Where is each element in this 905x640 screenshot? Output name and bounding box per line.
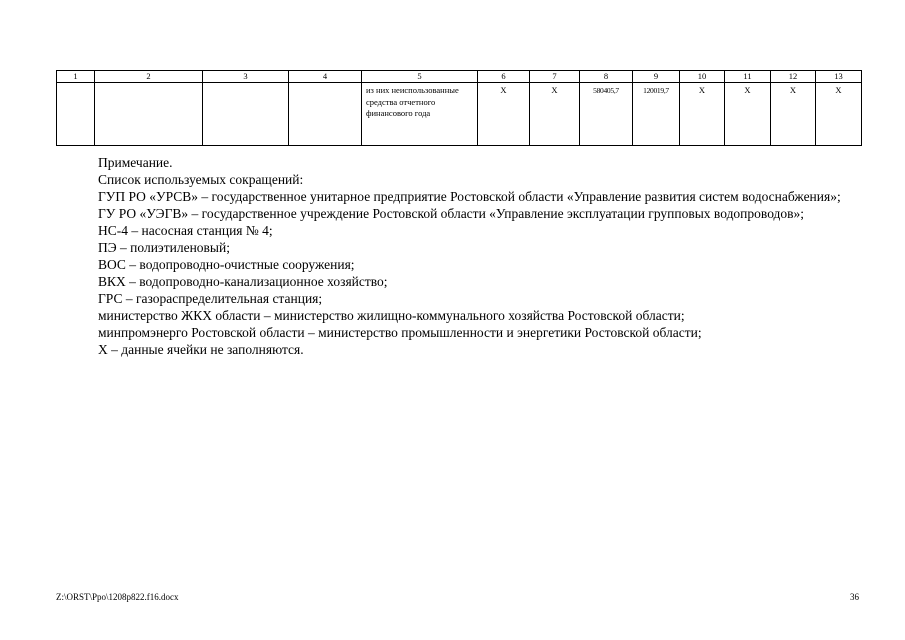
table-row bbox=[57, 83, 862, 146]
table-header-cell: 6 bbox=[478, 71, 530, 83]
table-cell bbox=[289, 83, 362, 146]
table-header-cell: 3 bbox=[203, 71, 289, 83]
note-abbreviation: ГРС – газораспределительная станция; bbox=[98, 291, 323, 306]
table-cell: X bbox=[530, 83, 580, 146]
table-cell-amount: 120019,7 bbox=[633, 83, 680, 146]
note-abbreviation: ВКХ – водопроводно-канализационное хозяйство; bbox=[98, 274, 388, 289]
table-cell: X bbox=[478, 83, 530, 146]
table-cell: X bbox=[725, 83, 771, 146]
table-header-cell: 13 bbox=[816, 71, 862, 83]
table-header-cell: 7 bbox=[530, 71, 580, 83]
table-header-cell: 8 bbox=[580, 71, 633, 83]
table-cell: X bbox=[771, 83, 816, 146]
note-abbreviation: ПЭ – полиэтиленовый; bbox=[98, 240, 230, 255]
table-cell: X bbox=[680, 83, 725, 146]
table-cell bbox=[57, 83, 95, 146]
table-cell-description: из них неиспользованные средства отчетного финансового года bbox=[362, 83, 478, 146]
page-number: 36 bbox=[850, 592, 859, 602]
data-table bbox=[56, 70, 862, 146]
table-header-cell: 11 bbox=[725, 71, 771, 83]
note-abbreviation: ГУ РО «УЭГВ» – государственное учреждение Ростовской области «Управление эксплуатации групповых водопроводов»; bbox=[98, 206, 805, 221]
table-header-cell: 2 bbox=[95, 71, 203, 83]
note-abbreviation: министерство ЖКХ области – министерство жилищно-коммунального хозяйства Ростовской области; bbox=[98, 308, 685, 323]
table-header-cell: 12 bbox=[771, 71, 816, 83]
table-cell bbox=[203, 83, 289, 146]
note-abbreviation: НС-4 – насосная станция № 4; bbox=[98, 223, 273, 238]
table-header-cell: 4 bbox=[289, 71, 362, 83]
note-abbreviation: минпромэнерго Ростовской области – министерство промышленности и энергетики Ростовской области; bbox=[98, 325, 702, 340]
table-cell-amount: 580405,7 bbox=[580, 83, 633, 146]
table-header-cell: 1 bbox=[57, 71, 95, 83]
footer-file-path: Z:\ORST\Ppo\1208p822.f16.docx bbox=[56, 592, 179, 602]
note-abbreviation: Х – данные ячейки не заполняются. bbox=[98, 342, 304, 357]
note-abbreviation: ГУП РО «УРСВ» – государственное унитарное предприятие Ростовской области «Управление развития систем водоснабжения»; bbox=[98, 189, 841, 204]
note-list-title: Список используемых сокращений: bbox=[98, 172, 304, 187]
table-header-cell: 5 bbox=[362, 71, 478, 83]
table-header-cell: 9 bbox=[633, 71, 680, 83]
table-cell: X bbox=[816, 83, 862, 146]
table-header-row bbox=[57, 71, 862, 83]
notes-section bbox=[56, 154, 860, 358]
table-cell bbox=[95, 83, 203, 146]
table-header-cell: 10 bbox=[680, 71, 725, 83]
note-abbreviation: ВОС – водопроводно-очистные сооружения; bbox=[98, 257, 355, 272]
note-heading: Примечание. bbox=[98, 155, 173, 170]
